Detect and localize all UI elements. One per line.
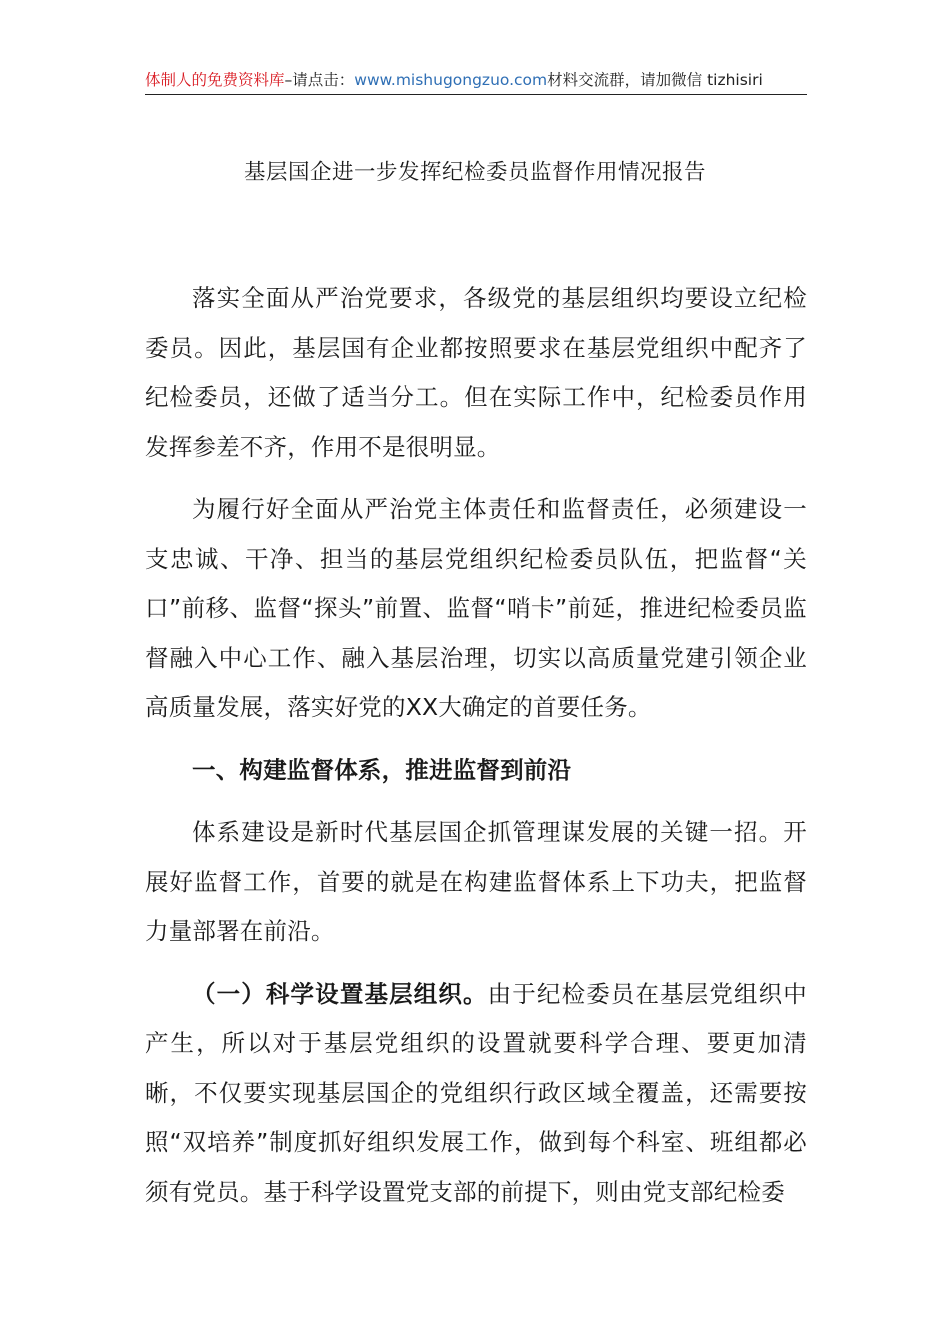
paragraph-subsection-1 bbox=[145, 970, 807, 1218]
paragraph-intro: 落实全面从严治党要求，各级党的基层组织均要设立纪检委员。因此，基层国有企业都按照要求在基层党组织中配齐了纪检委员，还做了适当分工。但在实际工作中，纪检委员作用发挥参差不齐，作用不是很明显。 bbox=[145, 284, 807, 461]
document-title: 基层国企进一步发挥纪检委员监督作用情况报告 bbox=[243, 160, 706, 185]
header-note: 材料交流群，请加微信 tizhisiri bbox=[547, 71, 763, 89]
document-body bbox=[145, 274, 807, 1217]
header-prompt: –请点击： bbox=[284, 71, 355, 89]
header-site-name: 体制人的免费资料库 bbox=[145, 71, 285, 89]
section-heading-1: 一、构建监督体系，推进监督到前沿 bbox=[192, 755, 572, 784]
subsection-lead: （一）科学设置基层组织。 bbox=[192, 979, 488, 1008]
header-url-link[interactable]: www.mishugongzuo.com bbox=[354, 71, 548, 89]
paragraph-section-1: 体系建设是新时代基层国企抓管理谋发展的关键一招。开展好监督工作，首要的就是在构建监督体系上下功夫，把监督力量部署在前沿。 bbox=[145, 818, 807, 945]
subsection-text: 由于纪检委员在基层党组织中产生，所以对于基层党组织的设置就要科学合理、要更加清晰，不仅要实现基层国企的党组织行政区域全覆盖，还需要按照“双培养”制度抓好组织发展工作，做到每个科室、班组都必须有党员。基于科学设置党支部的前提下，则由党支部纪检委 bbox=[145, 979, 807, 1206]
paragraph-purpose: 为履行好全面从严治党主体责任和监督责任，必须建设一支忠诚、干净、担当的基层党组织纪检委员队伍，把监督“关口”前移、监督“探头”前置、监督“哨卡”前延，推进纪检委员监督融入中心工作、融入基层治理，切实以高质量党建引领企业高质量发展，落实好党的XX大确定的首要任务。 bbox=[145, 495, 807, 721]
page-header bbox=[145, 66, 807, 95]
